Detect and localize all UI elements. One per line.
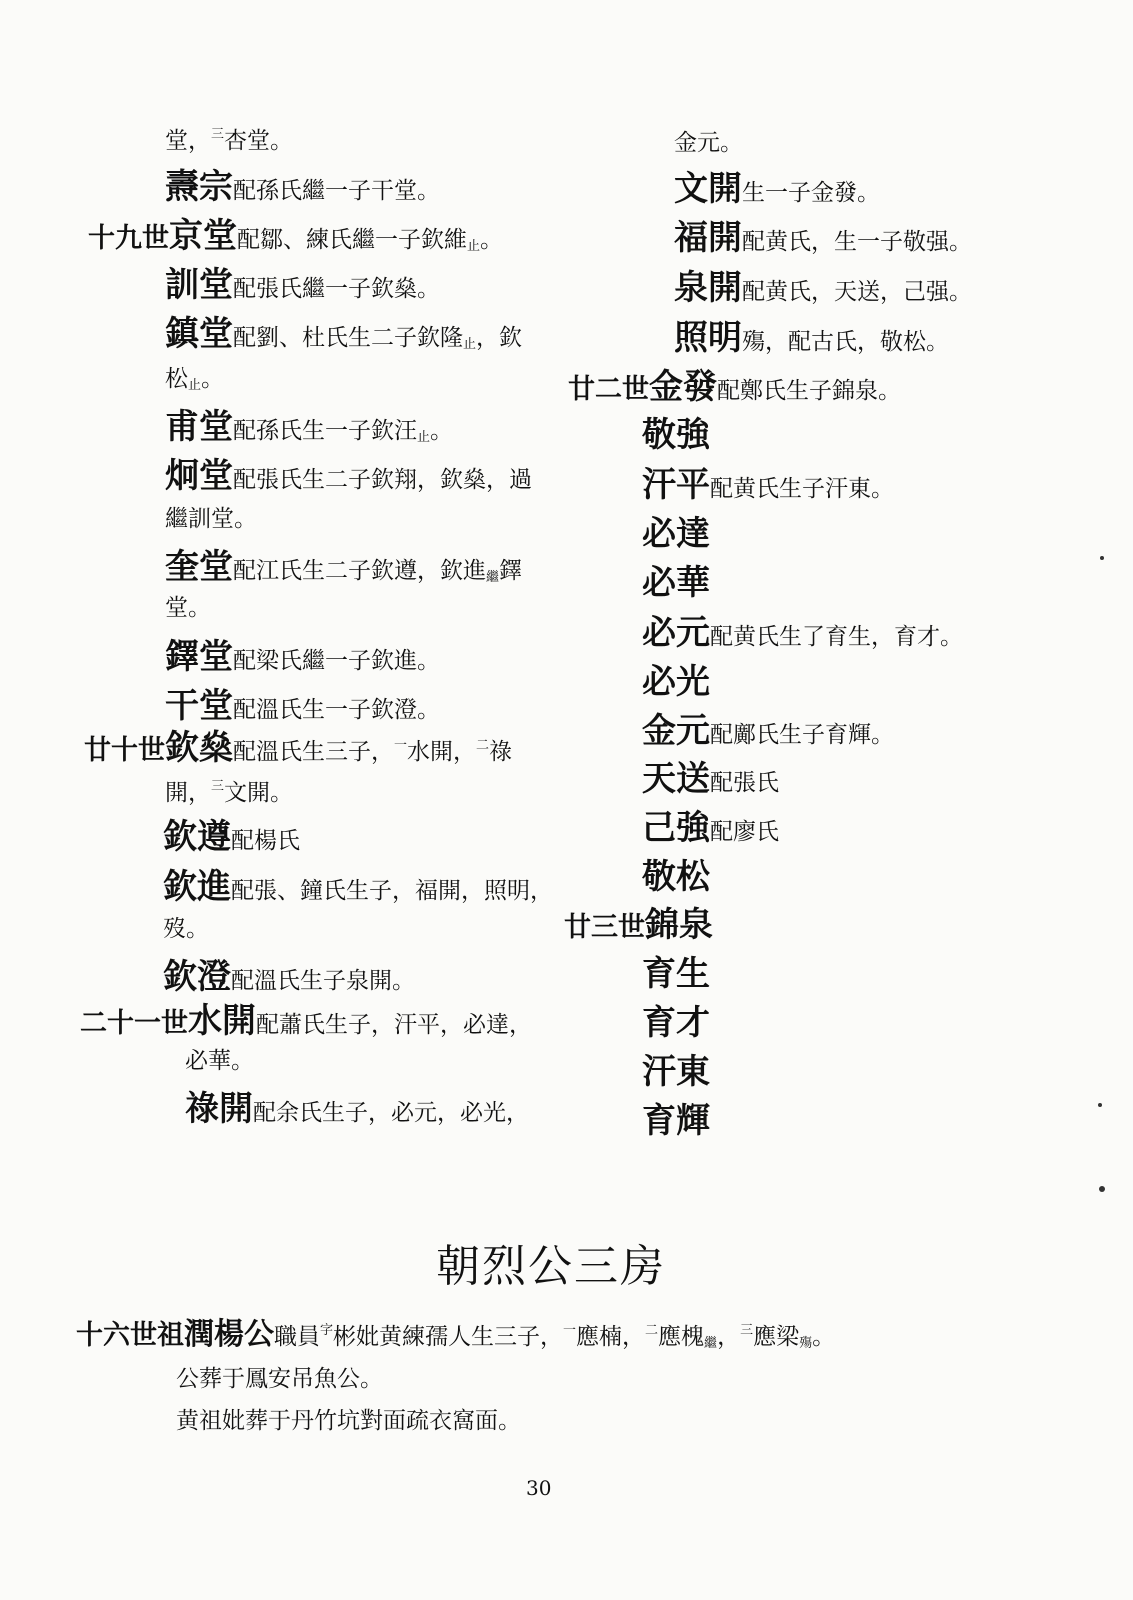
person-description: 配孫氏生一子欽汪 — [233, 418, 417, 444]
person-name: 干堂 — [165, 686, 233, 726]
person-description: 配黄氏，生一子敬强。 — [742, 229, 972, 255]
entry-line — [176, 1410, 521, 1433]
person-name: 炯堂 — [165, 456, 233, 496]
entry-line — [642, 613, 963, 653]
person-description: 配溫氏生三子， — [233, 739, 394, 765]
entry-line — [642, 857, 710, 897]
person-name: 京堂 — [169, 216, 237, 256]
person-description: 配溫氏生一子欽澄。 — [233, 697, 440, 723]
scan-speck — [1100, 556, 1104, 560]
generation-label: 十九世 — [88, 223, 169, 254]
entry-line — [163, 918, 209, 941]
continuation-text: 金元。 — [674, 130, 743, 156]
entry-line — [642, 662, 710, 702]
generation-label: 二十一世 — [80, 1008, 188, 1039]
subscript-note: 止 — [463, 337, 477, 352]
person-description: 祿 — [489, 739, 513, 765]
person-name: 敬松 — [642, 857, 710, 897]
person-description: 鐸 — [499, 558, 523, 584]
person-name: 必達 — [642, 514, 710, 554]
person-description: 配鄒、練氏繼一子欽維 — [237, 227, 467, 253]
section-heading: 朝烈公三房 — [436, 1241, 666, 1292]
person-name: 文開 — [674, 169, 742, 209]
superscript-number: 三 — [211, 779, 225, 794]
superscript-note: 字 — [320, 1323, 334, 1338]
person-description: ，欽 — [476, 325, 523, 351]
person-name: 燾宗 — [165, 167, 233, 207]
entry-line — [165, 456, 532, 496]
person-description: 彬妣黄練孺人生三子， — [333, 1324, 564, 1350]
continuation-text: 松 — [165, 366, 188, 392]
entry-line — [674, 169, 880, 209]
person-name: 奎堂 — [165, 547, 233, 587]
entry-line — [642, 465, 894, 505]
person-name: 必元 — [642, 613, 710, 653]
entry-line — [80, 1001, 532, 1041]
person-name: 鐸堂 — [165, 637, 233, 677]
superscript-number: 一 — [394, 738, 408, 753]
entry-line — [76, 1317, 836, 1352]
person-description: 配楊氏 — [231, 828, 300, 854]
person-description: 。 — [812, 1324, 836, 1350]
superscript-number: 二 — [645, 1323, 659, 1338]
person-description: 配鄺氏生子育輝。 — [710, 722, 894, 748]
continuation-text: 開， — [165, 780, 211, 806]
person-name: 己強 — [642, 808, 710, 848]
scan-speck — [1099, 1186, 1105, 1192]
person-name: 錦泉 — [645, 905, 713, 945]
person-description: 殤，配古氏，敬松。 — [742, 329, 949, 355]
entry-line — [88, 216, 504, 256]
scan-speck — [1098, 1103, 1102, 1107]
person-name: 欽遵 — [163, 817, 231, 857]
entry-line — [165, 597, 211, 620]
entry-line — [674, 268, 972, 308]
person-name: 欽燊 — [165, 728, 233, 768]
person-name: 欽澄 — [163, 957, 231, 997]
entry-line — [674, 132, 743, 155]
person-description: 生一子金發。 — [742, 180, 880, 206]
entry-line — [642, 1101, 710, 1141]
continuation-text: 歿。 — [163, 916, 209, 942]
superscript-number: 一 — [563, 1323, 577, 1338]
continuation-text: 杏堂。 — [224, 128, 294, 154]
continuation-text: 文開。 — [224, 780, 294, 806]
entry-line — [642, 759, 779, 799]
person-description: 配余氏生子，必元，必光， — [253, 1100, 529, 1126]
entry-line — [185, 1050, 254, 1073]
generation-label: 十六世祖 — [76, 1320, 184, 1351]
person-name: 照明 — [674, 318, 742, 358]
entry-line — [165, 128, 293, 153]
entry-line — [568, 367, 901, 407]
person-description: 。 — [480, 227, 504, 253]
entry-line — [165, 547, 523, 587]
person-name: 水開 — [188, 1001, 256, 1041]
entry-line — [165, 265, 440, 305]
entry-line — [163, 957, 415, 997]
person-description: 配鄭氏生子錦泉。 — [717, 378, 901, 404]
person-name: 汗平 — [642, 465, 710, 505]
entry-line — [165, 780, 293, 805]
continuation-text: 繼訓堂。 — [165, 506, 257, 532]
entry-line — [674, 218, 972, 258]
entry-line — [163, 867, 553, 907]
entry-line — [165, 368, 224, 392]
person-name: 金元 — [642, 711, 710, 751]
person-name: 欽進 — [163, 867, 231, 907]
entry-line — [163, 817, 300, 857]
person-name: 泉開 — [674, 268, 742, 308]
person-name: 天送 — [642, 759, 710, 799]
person-name: 必光 — [642, 662, 710, 702]
entry-line — [165, 167, 440, 207]
person-description: 配廖氏 — [710, 819, 779, 845]
entry-line — [165, 686, 440, 726]
generation-label: 廿十世 — [84, 735, 165, 766]
entry-line — [564, 905, 713, 945]
person-name: 必華 — [642, 563, 710, 603]
continuation-text: 堂。 — [165, 595, 211, 621]
generation-label: 廿二世 — [568, 374, 649, 405]
superscript-number: 三 — [211, 127, 225, 142]
person-description: 配孫氏繼一子干堂。 — [233, 178, 440, 204]
burial-note: 黄祖妣葬于丹竹坑對面疏衣窩面。 — [176, 1408, 521, 1434]
entry-line — [185, 1089, 529, 1129]
subscript-note: 繼 — [704, 1336, 718, 1351]
person-description: 配張氏 — [710, 770, 779, 796]
person-description: 配溫氏生子泉開。 — [231, 968, 415, 994]
person-name: 育生 — [642, 954, 710, 994]
person-description: ， — [717, 1324, 741, 1350]
entry-line — [642, 954, 710, 994]
continuation-text: 必華。 — [185, 1048, 254, 1074]
person-description: 配蕭氏生子，汗平，必達， — [256, 1012, 532, 1038]
person-description: 。 — [430, 418, 454, 444]
entry-line — [642, 415, 710, 455]
person-name: 敬強 — [642, 415, 710, 455]
entry-line — [165, 314, 523, 354]
person-name: 鎮堂 — [165, 314, 233, 354]
generation-label: 廿三世 — [564, 912, 645, 943]
entry-line — [165, 508, 257, 531]
page-number: 30 — [526, 1476, 552, 1500]
entry-line — [674, 318, 949, 358]
person-description: 配黄氏生子汗東。 — [710, 476, 894, 502]
entry-line — [642, 514, 710, 554]
entry-line — [165, 637, 440, 677]
subscript-note: 繼 — [486, 570, 500, 585]
person-description: 水開， — [407, 739, 477, 765]
superscript-number: 二 — [476, 738, 490, 753]
person-name: 祿開 — [185, 1089, 253, 1129]
person-description: 配張氏生二子欽翔，欽燊，過 — [233, 467, 532, 493]
continuation-text: 。 — [201, 366, 225, 392]
subscript-note: 止 — [417, 430, 431, 445]
person-description: 配張氏繼一子欽燊。 — [233, 276, 440, 302]
entry-line — [642, 711, 894, 751]
person-description: 配梁氏繼一子欽進。 — [233, 648, 440, 674]
entry-line — [642, 1052, 710, 1092]
person-description: 配張、鐘氏生子，福開，照明， — [231, 878, 553, 904]
superscript-number: 三 — [740, 1323, 754, 1338]
subscript-note: 殤 — [799, 1336, 813, 1351]
person-name: 潤楊公 — [184, 1317, 274, 1352]
entry-line — [165, 407, 454, 447]
entry-line — [176, 1368, 383, 1391]
burial-note: 公葬于鳳安吊魚公。 — [176, 1366, 383, 1392]
subscript-note: 止 — [188, 378, 202, 393]
person-description: 配黄氏生了育生，育才。 — [710, 624, 963, 650]
person-name: 訓堂 — [165, 265, 233, 305]
entry-line — [84, 728, 513, 768]
person-description: 配劉、杜氏生二子欽隆 — [233, 325, 463, 351]
entry-line — [642, 1003, 710, 1043]
person-description: 應梁 — [753, 1324, 800, 1350]
person-name: 福開 — [674, 218, 742, 258]
person-description: 配江氏生二子欽遵，欽進 — [233, 558, 486, 584]
person-name: 甫堂 — [165, 407, 233, 447]
person-description: 應槐 — [658, 1324, 705, 1350]
subscript-note: 止 — [467, 239, 481, 254]
person-description: 職員 — [274, 1324, 320, 1350]
person-name: 汗東 — [642, 1052, 710, 1092]
person-name: 育輝 — [642, 1101, 710, 1141]
person-description: 應楠， — [576, 1324, 646, 1350]
continuation-text: 堂， — [165, 128, 211, 154]
person-description: 配黄氏，天送，己强。 — [742, 279, 972, 305]
person-name: 金發 — [649, 367, 717, 407]
entry-line — [642, 563, 710, 603]
entry-line — [642, 808, 779, 848]
person-name: 育才 — [642, 1003, 710, 1043]
